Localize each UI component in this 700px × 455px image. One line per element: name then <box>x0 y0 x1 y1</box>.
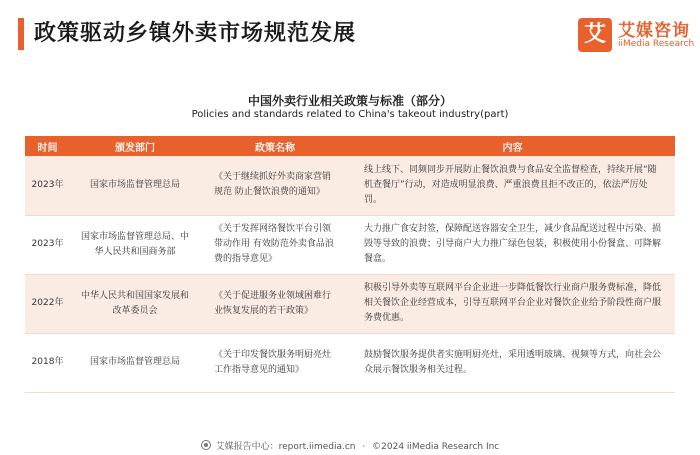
footer-separator: · <box>362 442 366 452</box>
report-center-icon <box>201 440 211 450</box>
column-header-year: 时间 <box>25 136 70 156</box>
table-row <box>25 333 675 392</box>
cell-year: 2022年 <box>25 274 70 333</box>
column-header-policy: 政策名称 <box>200 136 350 156</box>
table-row <box>25 215 675 274</box>
table-row <box>25 156 675 215</box>
column-header-department: 颁发部门 <box>70 136 200 156</box>
cell-department: 中华人民共和国国家发展和改革委员会 <box>70 274 200 333</box>
cell-department: 国家市场监督管理总局 <box>70 333 200 392</box>
table-header-row <box>25 136 675 156</box>
page-footer <box>0 439 700 452</box>
cell-policy: 《关于继续抓好外卖商家营销规范 防止餐饮浪费的通知》 <box>200 156 350 215</box>
cell-year: 2018年 <box>25 333 70 392</box>
table-row <box>25 274 675 333</box>
cell-content: 大力推广食安封签，保障配送容器安全卫生，减少食品配送过程中污染、损毁等导致的浪费；引导商户大力推广绿色包装，积极使用小份餐盒、可降解餐盒。 <box>350 215 675 274</box>
table-subtitle: Policies and standards related to China's takeout industry(part) <box>191 109 509 120</box>
title-accent-bar <box>18 18 24 50</box>
cell-department: 国家市场监督管理总局 <box>70 156 200 215</box>
cell-year: 2023年 <box>25 215 70 274</box>
cell-content: 积极引导外卖等互联网平台企业进一步降低餐饮行业商户服务费标准，降低相关餐饮企业经营成本，引导互联网平台企业对餐饮企业给予阶段性商户服务费优惠。 <box>350 274 675 333</box>
logo-english-name: iiMedia Research <box>618 39 695 49</box>
logo-mark-icon: 艾 <box>578 18 612 52</box>
cell-content: 线上线下、同频同步开展防止餐饮浪费与食品安全监督检查，持续开展“随机查餐厅”行动，对造成明显浪费、严重浪费且拒不改正的，依法严厉处罚。 <box>350 156 675 215</box>
cell-policy: 《关于发挥网络餐饮平台引领带动作用 有效防范外卖食品浪费的指导意见》 <box>200 215 350 274</box>
footer-copyright: ©2024 iiMedia Research Inc <box>372 442 500 452</box>
brand-logo <box>578 16 695 56</box>
footer-source: 艾媒报告中心：report.iimedia.cn <box>215 442 356 452</box>
cell-content: 鼓励餐饮服务提供者实施明厨亮灶，采用透明玻璃、视频等方式，向社会公众展示餐饮服务相关过程。 <box>350 333 675 392</box>
cell-policy: 《关于印发餐饮服务明厨亮灶工作指导意见的通知》 <box>200 333 350 392</box>
cell-department: 国家市场监督管理总局、中华人民共和国商务部 <box>70 215 200 274</box>
cell-year: 2023年 <box>25 156 70 215</box>
logo-chinese-name: 艾媒咨询 <box>618 21 690 41</box>
policy-table <box>25 136 675 393</box>
cell-policy: 《关于促进服务业领域困难行业恢复发展的若干政策》 <box>200 274 350 333</box>
column-header-content: 内容 <box>350 136 675 156</box>
page-title: 政策驱动乡镇外卖市场规范发展 <box>34 21 357 46</box>
table-title: 中国外卖行业相关政策与标准（部分） <box>247 94 452 108</box>
